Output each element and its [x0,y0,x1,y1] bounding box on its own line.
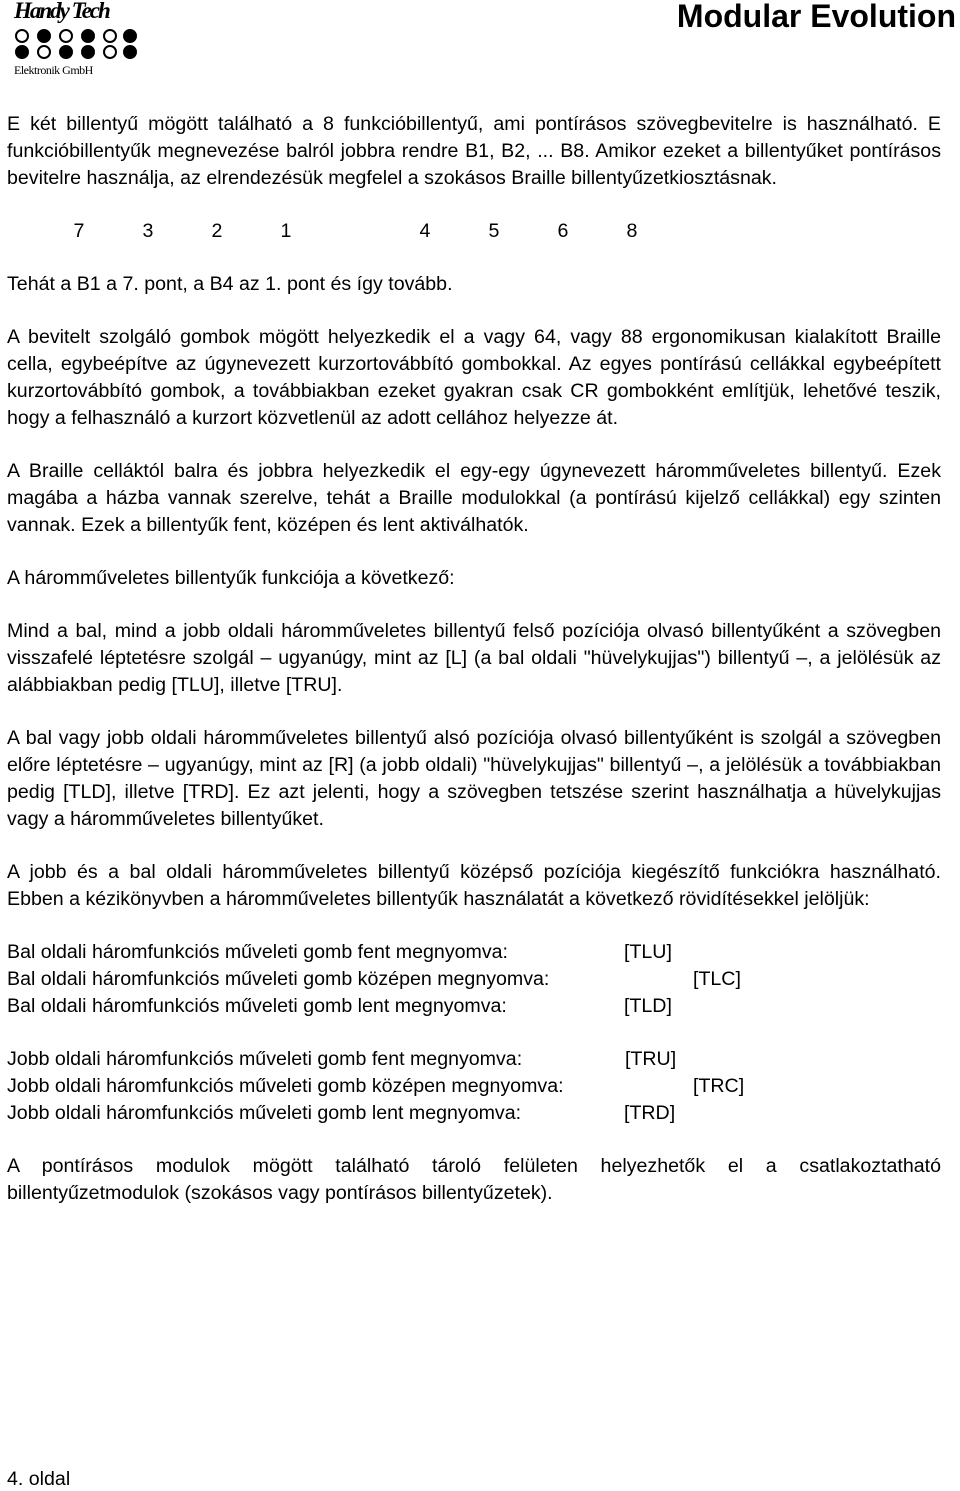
paragraph-keyboard-modules: A pontírásos modulok mögött található tároló felületen helyezhetők el a csatlakoztatható billentyűzetmodulok (szokásos vagy pontírásos billentyűzetek). [7,1155,941,1204]
paragraph-triple-keys-intro: A háromműveletes billentyűk funkciója a következő: [7,567,455,589]
paragraph-middle-position: A jobb és a bal oldali háromműveletes billentyű középső pozíciója kiegészítő funkciókra használható. Ebben a kézikönyvben a háromműveletes billentyűk használatát a következő rövidítésekkel jelöljük: [7,861,941,910]
key-position-8: 8 [626,220,638,242]
list-item: Bal oldali háromfunkciós műveleti gomb középen megnyomva: [TLC] [7,968,741,990]
page-content [7,111,941,1233]
paragraph-key-mapping: Tehát a B1 a 7. pont, a B4 az 1. pont és így tovább. [7,273,453,295]
left-key-abbreviations [7,939,941,1020]
paragraph-function-keys: E két billentyű mögött található a 8 funkcióbillentyű, ami pontírásos szövegbevitelre is használható. E funkcióbillentyűk megnevezése balról jobbra rendre B1, B2, ... B8. Amikor ezeket a billentyűket pontírásos bevitelre használja, az elrendezésük megfelel a szokásos Braille billentyűzetkiosztásnak. [7,113,941,189]
braille-key-layout [7,218,941,245]
key-position-3: 2 [211,220,223,242]
key-position-6: 5 [488,220,500,242]
list-item: Bal oldali háromfunkciós műveleti gomb fent megnyomva: [TLU] [7,941,672,963]
list-item: Jobb oldali háromfunkciós műveleti gomb lent megnyomva: [TRD] [7,1102,676,1124]
key-position-7: 6 [557,220,569,242]
paragraph-braille-cells: A bevitelt szolgáló gombok mögött helyezkedik el a vagy 64, vagy 88 ergonomikusan kialakított Braille cella, egybeépítve az úgynevezett kurzortovábbító gombokkal. Az egyes pontírású cellákkal egybeépített kurzortovábbító gombok, a továbbiakban ezeket gyakran csak CR gombokként említjük, lehetővé teszik, hogy a felhasználó a kurzort közvetlenül az adott cellához helyezze át. [7,326,941,429]
right-key-abbreviations [7,1046,941,1127]
document-title: Modular Evolution [676,0,956,34]
key-position-5: 4 [419,220,431,242]
logo-wordmark: Handy Tech [14,0,109,23]
paragraph-upper-position: Mind a bal, mind a jobb oldali háromműveletes billentyű felső pozíciója olvasó billentyűként a szövegben visszafelé léptetésre szolgál – ugyanúgy, mint az [L] (a bal oldali "hüvelykujjas") billentyű –, a jelölésük az alábbiakban pedig [TLU], illetve [TRU]. [7,620,941,696]
braille-dots-icon [14,28,139,60]
page-header [0,0,960,90]
key-position-1: 7 [73,220,85,242]
logo-subtitle: Elektronik GmbH [14,63,93,77]
paragraph-lower-position: A bal vagy jobb oldali háromműveletes billentyű alsó pozíciója olvasó billentyűként is szolgál a szövegben előre léptetésre – ugyanúgy, mint az [R] (a jobb oldali) "hüvelykujjas" billentyű –, a jelölésük a továbbiakban pedig [TLD], illetve [TRD]. Ez azt jelenti, hogy a szövegben tetszése szerint használhatja a hüvelykujjas vagy a háromműveletes billentyűket. [7,727,941,830]
list-item: Jobb oldali háromfunkciós műveleti gomb középen megnyomva: [TRC] [7,1075,745,1097]
paragraph-triple-keys: A Braille celláktól balra és jobbra helyezkedik el egy-egy úgynevezett háromműveletes billentyű. Ezek magába a házba vannak szerelve, tehát a Braille modulokkal (a pontírású kijelző cellákkal) egy szinten vannak. Ezek a billentyűk fent, középen és lent aktiválhatók. [7,460,941,536]
page-number: 4. oldal [7,1468,71,1490]
company-logo [8,0,143,80]
list-item: Bal oldali háromfunkciós műveleti gomb lent megnyomva: [TLD] [7,995,672,1017]
key-position-4: 1 [280,220,292,242]
key-position-2: 3 [142,220,154,242]
list-item: Jobb oldali háromfunkciós műveleti gomb fent megnyomva: [TRU] [7,1048,677,1070]
